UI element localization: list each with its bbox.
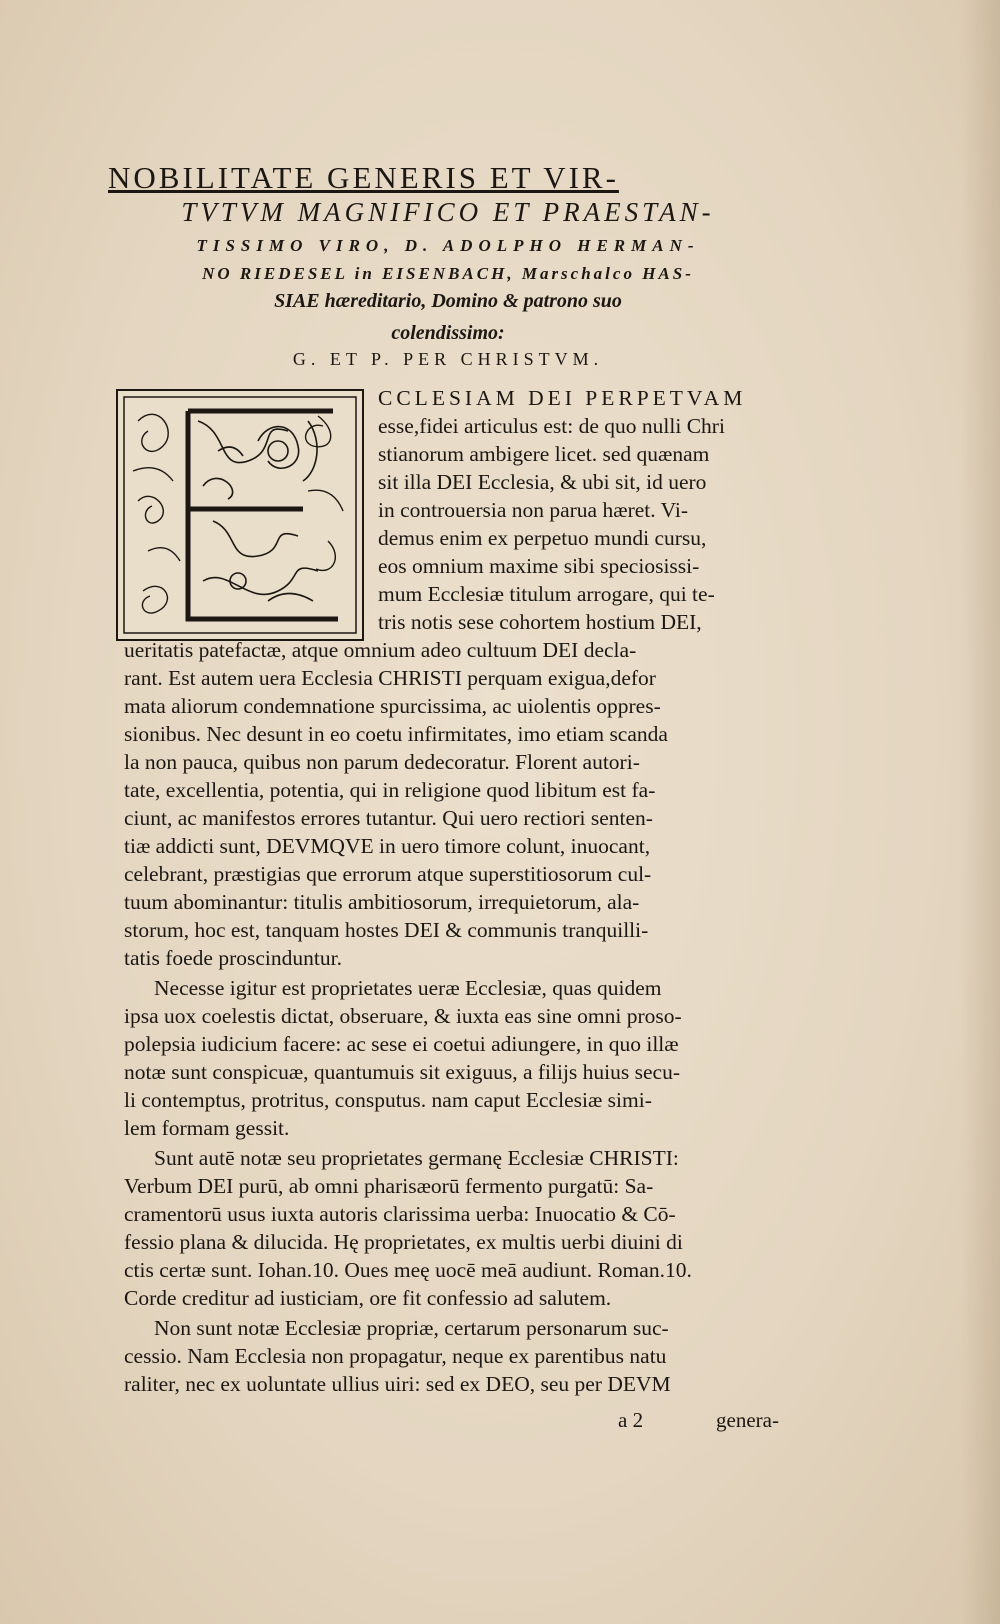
dedication-heading-line-2: TVTVM MAGNIFICO ET PRAESTAN- — [181, 197, 715, 227]
text-line-10: ueritatis patefactæ, atque omnium adeo cultuum DEI decla- — [124, 638, 637, 662]
text-line-20: storum, hoc est, tanquam hostes DEI & communis tranquilli- — [124, 918, 649, 942]
text-line-4: sit illa DEI Ecclesia, & ubi sit, id uero — [378, 470, 707, 494]
salutation: G. ET P. PER CHRISTVM. — [292, 349, 604, 369]
text-line-35: cessio. Nam Ecclesia non propagatur, neque ex parentibus natu — [124, 1344, 667, 1368]
text-line-30: cramentorū usus iuxta autoris clarissima uerba: Inuocatio & Cō- — [124, 1202, 676, 1226]
text-line-12: mata aliorum condemnatione spurcissima, ac uiolentis oppres- — [124, 694, 661, 718]
text-line-1: CCLESIAM DEI PERPETVAM — [378, 386, 747, 410]
text-line-9: tris notis sese cohortem hostium DEI, — [378, 610, 702, 634]
text-line-14: la non pauca, quibus non parum dedecoratur. Florent autori- — [124, 750, 640, 774]
text-line-13: sionibus. Nec desunt in eo coetu infirmitates, imo etiam scanda — [124, 722, 668, 746]
dedication-heading-line-5: SIAE hæreditario, Domino & patrono suo — [274, 290, 622, 312]
decorated-initial-e — [116, 389, 364, 641]
text-line-22: Necesse igitur est proprietates ueræ Ecclesiæ, quas quidem — [154, 976, 662, 1000]
text-line-21: tatis foede proscinduntur. — [124, 946, 342, 970]
text-line-19: tuum abominantur: titulis ambitiosorum, irrequietorum, ala- — [124, 890, 640, 914]
catchword: genera- — [716, 1408, 779, 1432]
text-line-8: mum Ecclesiæ titulum arrogare, qui te- — [378, 582, 715, 606]
text-line-26: li contemptus, protritus, consputus. nam caput Ecclesiæ simi- — [124, 1088, 652, 1112]
text-line-15: tate, excellentia, potentia, qui in religione quod libitum est fa- — [124, 778, 656, 802]
text-line-24: polepsia iudicium facere: ac sese ei coetui adiungere, in quo illæ — [124, 1032, 679, 1056]
text-line-27: lem formam gessit. — [124, 1116, 290, 1140]
text-line-11: rant. Est autem uera Ecclesia CHRISTI perquam exigua,defor — [124, 666, 656, 690]
page-edge-stain — [960, 0, 1000, 1624]
dedication-heading-line-4: NO RIEDESEL in EISENBACH, Marschalco HAS- — [202, 264, 694, 283]
text-line-16: ciunt, ac manifestos errores tutantur. Qui uero rectiori senten- — [124, 806, 653, 830]
text-line-18: celebrant, præstigias que errorum atque superstitiosorum cul- — [124, 862, 652, 886]
text-line-2: esse,fidei articulus est: de quo nulli Chri — [378, 414, 725, 438]
text-line-7: eos omnium maxime sibi speciosissi- — [378, 554, 700, 578]
text-line-6: demus enim ex perpetuo mundi cursu, — [378, 526, 707, 550]
text-line-5: in controuersia non parua hæret. Vi- — [378, 498, 688, 522]
text-line-17: tiæ addicti sunt, DEVMQVE in uero timore colunt, inuocant, — [124, 834, 651, 858]
dedication-heading-line-3: TISSIMO VIRO, D. ADOLPHO HERMAN- — [196, 236, 700, 255]
dedication-heading-line-6: colendissimo: — [391, 322, 505, 344]
text-line-29: Verbum DEI purū, ab omni pharisæorū fermento purgatū: Sa- — [124, 1174, 654, 1198]
text-line-23: ipsa uox coelestis dictat, obseruare, & iuxta eas sine omni proso- — [124, 1004, 682, 1028]
text-line-31: fessio plana & dilucida. Hę proprietates, ex multis uerbi diuini di — [124, 1230, 683, 1254]
text-line-33: Corde creditur ad iusticiam, ore fit confessio ad salutem. — [124, 1286, 612, 1310]
ornamental-initial-icon — [118, 391, 362, 639]
signature-mark: a 2 — [618, 1408, 644, 1432]
text-line-32: ctis certæ sunt. Iohan.10. Oues meę uocē meā audiunt. Roman.10. — [124, 1258, 692, 1282]
text-line-25: notæ sunt conspicuæ, quantumuis sit exiguus, a filijs huius secu- — [124, 1060, 680, 1084]
text-line-36: raliter, nec ex uoluntate ullius uiri: sed ex DEO, seu per DEVM — [124, 1372, 671, 1396]
text-line-28: Sunt autē notæ seu proprietates germanę Ecclesiæ CHRISTI: — [154, 1146, 679, 1170]
text-line-34: Non sunt notæ Ecclesiæ propriæ, certarum personarum suc- — [154, 1316, 669, 1340]
dedication-heading-line-1: NOBILITATE GENERIS ET VIR- — [108, 160, 619, 195]
text-line-3: stianorum ambigere licet. sed quænam — [378, 442, 710, 466]
